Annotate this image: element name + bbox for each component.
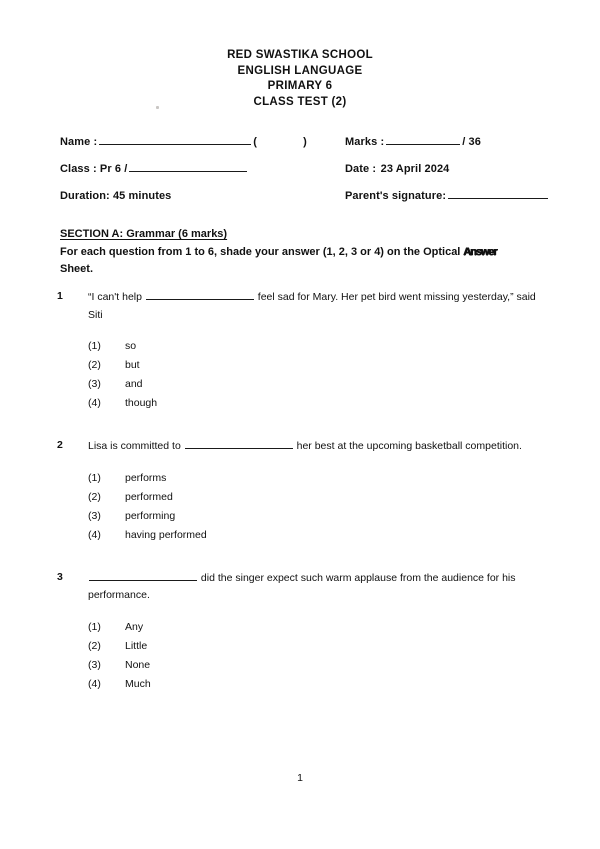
- particulars-row-name: [60, 132, 542, 159]
- question-stem: [88, 437, 536, 456]
- marks-total: / 36: [462, 136, 481, 148]
- question-stem-after-blank: her best at the upcoming basketball competition.: [293, 440, 522, 452]
- question-number: 2: [57, 439, 63, 451]
- option-item[interactable]: [88, 526, 547, 545]
- student-particulars: [60, 132, 542, 213]
- date-label: Date :: [345, 163, 377, 175]
- option-key: (3): [88, 658, 101, 671]
- level-name: PRIMARY 6: [267, 80, 333, 92]
- duration-field-group: [60, 186, 171, 204]
- question-number: 3: [57, 570, 63, 583]
- option-key: (4): [88, 528, 101, 541]
- option-item[interactable]: [88, 356, 547, 375]
- index-number-parentheses[interactable]: ( ): [253, 136, 329, 148]
- option-item[interactable]: [88, 675, 547, 694]
- question-number: 1: [57, 290, 63, 302]
- option-key: (2): [88, 359, 101, 371]
- option-label: performed: [125, 490, 173, 503]
- option-key: (1): [88, 340, 101, 352]
- question-stem-before-blank: Lisa is committed to: [88, 440, 184, 452]
- parent-signature-line[interactable]: [448, 187, 548, 199]
- marks-input-line[interactable]: [386, 133, 460, 145]
- particulars-row-class: [60, 159, 542, 186]
- option-key: (4): [88, 397, 101, 409]
- date-value: 23 April 2024: [380, 163, 450, 175]
- option-item[interactable]: [88, 507, 547, 526]
- option-key: (4): [88, 677, 101, 690]
- instruction-text-part2: Sheet.: [60, 263, 94, 275]
- school-name: RED SWASTIKA SCHOOL: [227, 49, 373, 61]
- option-key: (1): [88, 471, 101, 484]
- date-field-group: [345, 159, 449, 177]
- option-item[interactable]: [88, 375, 547, 394]
- name-label: Name :: [60, 136, 98, 148]
- option-label: None: [125, 658, 151, 671]
- question-stem-after-blank: did the singer expect such warm applause from the audience for his performance.: [88, 571, 516, 601]
- option-label: so: [125, 340, 137, 352]
- option-item[interactable]: [88, 337, 547, 356]
- signature-field-group: [345, 186, 550, 204]
- instruction-text-smudged: Answer: [463, 246, 497, 258]
- option-label: performs: [125, 471, 167, 484]
- option-label: and: [125, 378, 143, 390]
- section-a-instruction: [60, 244, 538, 278]
- class-label: Class : Pr 6 /: [60, 163, 128, 175]
- question-item: [57, 288, 547, 413]
- option-key: (1): [88, 620, 101, 633]
- question-stem-before-blank: “I can't help: [88, 291, 145, 303]
- option-key: (2): [88, 639, 101, 652]
- section-a-title: SECTION A: Grammar (6 marks): [60, 228, 228, 240]
- section-a-header: [60, 226, 538, 278]
- question-stem-after-blank: feel sad for Mary. Her pet bird went missing yesterday,” said Siti: [88, 291, 536, 321]
- class-input-line[interactable]: [129, 160, 247, 172]
- option-label: though: [125, 397, 158, 409]
- option-item[interactable]: [88, 394, 547, 413]
- subject-name: ENGLISH LANGUAGE: [237, 64, 363, 77]
- parent-signature-label: Parent's signature:: [345, 190, 447, 202]
- particulars-row-duration: [60, 186, 542, 213]
- marks-label: Marks :: [345, 136, 385, 148]
- duration-label: Duration: 45 minutes: [60, 190, 172, 202]
- option-list: [88, 337, 547, 413]
- answer-blank-line[interactable]: [185, 437, 293, 449]
- page-number: 1: [297, 772, 303, 784]
- option-key: (3): [88, 378, 101, 390]
- question-item: [57, 437, 547, 545]
- option-label: but: [125, 359, 140, 371]
- option-label: Any: [125, 620, 144, 633]
- instruction-text-part1: For each question from 1 to 6, shade your answer (1, 2, 3 or 4) on the Optical: [60, 246, 464, 258]
- scan-artifact-speck: [156, 106, 159, 109]
- option-list: [88, 618, 547, 694]
- option-label: performing: [125, 509, 176, 522]
- option-item[interactable]: [88, 469, 547, 488]
- class-field-group: [60, 159, 249, 177]
- option-label: having performed: [125, 528, 207, 541]
- question-item: [57, 569, 547, 694]
- answer-blank-line[interactable]: [146, 288, 254, 300]
- test-name: CLASS TEST (2): [253, 95, 347, 108]
- question-stem: [88, 288, 536, 324]
- option-item[interactable]: [88, 637, 547, 656]
- option-key: (3): [88, 509, 101, 522]
- name-input-line[interactable]: [99, 133, 251, 145]
- option-key: (2): [88, 490, 101, 503]
- marks-field-group: [345, 132, 481, 150]
- answer-blank-line[interactable]: [89, 569, 197, 581]
- option-item[interactable]: [88, 488, 547, 507]
- option-list: [88, 469, 547, 545]
- option-label: Little: [125, 639, 148, 652]
- question-list: [57, 288, 547, 714]
- option-label: Much: [125, 677, 151, 690]
- question-stem: [88, 569, 536, 605]
- document-header: [0, 48, 600, 110]
- option-item[interactable]: [88, 656, 547, 675]
- option-item[interactable]: [88, 618, 547, 637]
- name-field-group: [60, 132, 329, 150]
